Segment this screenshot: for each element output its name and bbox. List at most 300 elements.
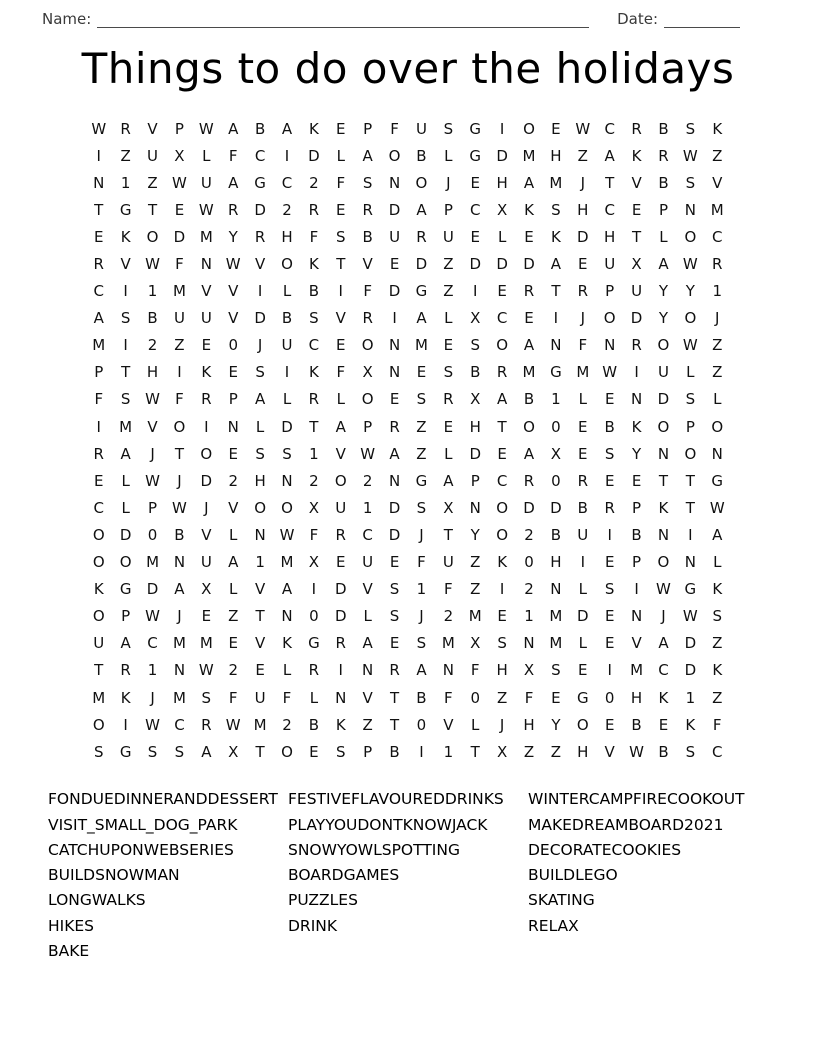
grid-cell: L [578,390,587,409]
word-item: BUILDSNOWMAN [48,866,180,885]
grid-cell: B [174,525,185,544]
grid-cell: Y [658,282,669,301]
grid-wrapper [0,115,816,765]
grid-cell: R [335,634,346,653]
grid-cell: V [631,173,642,192]
grid-cell: E [336,553,346,572]
grid-cell: J [419,525,424,544]
grid-cell: W [145,390,160,409]
grid-cell: H [496,661,508,680]
grid-cell: W [279,525,295,544]
grid-cell: Y [470,525,480,544]
grid-cell: D [630,309,643,328]
grid-cell: V [228,498,239,517]
date-label: Date: [617,10,658,28]
grid-cell: A [389,444,400,463]
grid-cell: O [92,715,105,734]
grid-cell: O [361,336,374,355]
grid-cell: I [553,309,559,328]
grid-cell: N [388,336,401,355]
grid-cell: E [201,607,212,626]
grid-cell: U [389,227,401,246]
grid-cell: X [470,634,481,653]
grid-cell: L [121,471,130,490]
grid-cell: V [631,634,642,653]
grid-cell: X [496,742,508,761]
grid-cell: J [177,607,182,626]
grid-cell: N [657,444,670,463]
grid-cell: G [119,200,132,219]
grid-cell: H [469,417,481,436]
grid-cell: G [415,471,428,490]
grid-cell: B [631,525,642,544]
grid-cell: I [123,336,128,355]
grid-cell: D [496,255,508,274]
grid-cell: M [441,634,455,653]
grid-cell: 1 [362,498,373,517]
grid-cell: C [496,309,508,328]
grid-cell: Z [523,742,535,761]
grid-cell: R [712,255,723,274]
grid-cell: I [284,363,290,382]
grid-cell: G [576,688,589,707]
grid-cell: Z [443,282,454,301]
grid-cell: E [551,119,561,138]
grid-cell: P [228,390,238,409]
grid-cell: A [335,417,346,436]
grid-cell: I [338,282,343,301]
grid-cell: W [682,607,698,626]
word-item: HIKES [48,916,95,935]
grid-cell: J [150,688,155,707]
grid-cell: B [308,282,320,301]
grid-cell: N [200,255,212,274]
grid-cell: K [120,227,131,246]
grid-cell: E [604,607,615,626]
grid-cell: R [631,336,642,355]
grid-cell: I [311,580,317,599]
grid-cell: F [470,661,480,680]
grid-cell: H [550,553,562,572]
grid-cell: E [389,634,400,653]
grid-cell: L [336,390,345,409]
grid-cell: N [684,553,696,572]
grid-cell: B [631,715,642,734]
grid-cell: W [91,119,107,138]
grid-row [85,711,730,738]
grid-cell: W [682,255,698,274]
grid-cell: B [470,363,481,382]
grid-cell: V [120,255,131,274]
word-list-column [528,787,768,964]
word-item: LONGWALKS [48,891,146,910]
grid-cell: V [201,525,212,544]
grid-cell: H [523,715,535,734]
grid-cell: U [93,634,105,653]
grid-cell: 1 [443,742,454,761]
grid-cell: K [658,688,669,707]
grid-cell: U [173,309,185,328]
grid-cell: F [309,227,319,246]
grid-cell: N [550,336,562,355]
grid-cell: E [174,200,185,219]
grid-row [85,467,730,494]
grid-cell: G [711,471,724,490]
grid-cell: K [120,688,131,707]
grid-cell: K [550,227,561,246]
grid-cell: P [363,742,373,761]
grid-cell: E [416,363,427,382]
grid-cell: L [229,525,238,544]
grid-cell: T [605,173,615,192]
grid-cell: L [578,580,587,599]
grid-cell: U [442,227,454,246]
grid-cell: N [388,363,401,382]
grid-cell: T [658,471,669,490]
grid-cell: K [308,363,319,382]
grid-cell: D [523,255,535,274]
word-item: WINTERCAMPFIRECOOKOUT [528,790,745,809]
grid-cell: T [497,417,507,436]
grid-cell: S [309,309,319,328]
grid-cell: S [712,607,722,626]
grid-cell: J [499,715,505,734]
grid-cell: H [577,742,589,761]
grid-cell: S [255,444,265,463]
grid-cell: A [416,661,427,680]
grid-cell: 2 [309,471,319,490]
grid-cell: S [362,173,373,192]
grid-cell: R [362,309,373,328]
grid-cell: 2 [282,200,292,219]
grid-cell: D [388,282,401,301]
grid-cell: N [173,553,186,572]
grid-cell: M [199,227,213,246]
grid-cell: 0 [604,688,615,707]
grid-cell: R [523,282,535,301]
grid-cell: L [336,146,345,165]
grid-cell: Z [416,417,427,436]
grid-row [85,494,730,521]
grid-cell: S [201,688,212,707]
grid-cell: M [468,607,482,626]
grid-cell: 1 [685,688,696,707]
grid-cell: N [93,173,105,192]
grid-cell: M [146,553,160,572]
grid-cell: J [257,336,263,355]
grid-cell: R [362,200,373,219]
grid-cell: Z [228,607,239,626]
grid-cell: Z [470,580,481,599]
grid-cell: N [523,634,535,653]
grid-cell: B [577,498,588,517]
grid-cell: P [121,607,131,626]
grid-cell: V [254,255,266,274]
grid-cell: L [202,146,211,165]
grid-cell: A [174,580,185,599]
grid-cell: F [336,363,346,382]
grid-cell: R [523,471,535,490]
grid-cell: L [686,363,695,382]
grid-cell: K [201,363,212,382]
grid-cell: H [630,688,643,707]
grid-cell: L [659,227,668,246]
grid-cell: 1 [120,173,131,192]
grid-cell: X [308,553,320,572]
grid-cell: W [629,742,644,761]
grid-cell: T [389,715,400,734]
grid-cell: 0 [524,553,534,572]
grid-row [85,521,730,548]
grid-cell: F [336,173,346,192]
grid-cell: P [470,471,480,490]
grid-cell: Z [443,255,454,274]
grid-cell: B [550,525,562,544]
grid-cell: W [145,715,160,734]
grid-cell: I [338,661,343,680]
grid-cell: E [658,715,669,734]
grid-cell: F [228,146,238,165]
grid-row [85,413,730,440]
grid-cell: M [280,553,294,572]
grid-row [85,386,730,413]
grid-cell: 2 [228,661,238,680]
grid-cell: U [577,525,589,544]
grid-cell: E [497,444,507,463]
grid-cell: H [496,173,508,192]
grid-cell: O [496,498,509,517]
grid-cell: Z [416,444,427,463]
grid-cell: 2 [443,607,454,626]
grid-cell: E [578,444,588,463]
grid-cell: V [228,282,239,301]
grid-cell: G [119,742,132,761]
grid-cell: F [444,688,453,707]
word-item: RELAX [528,916,579,935]
grid-cell: C [604,200,615,219]
grid-cell: P [632,498,642,517]
grid-cell: P [658,200,668,219]
grid-cell: S [470,336,480,355]
grid-cell: P [94,363,104,382]
grid-cell: E [336,336,346,355]
grid-cell: D [577,227,589,246]
grid-cell: R [389,661,400,680]
grid-cell: S [685,742,696,761]
word-item: SNOWYOWLSPOTTING [288,840,460,859]
grid-cell: T [685,498,695,517]
grid-cell: V [335,309,346,328]
grid-cell: B [658,119,669,138]
grid-cell: U [281,336,293,355]
grid-cell: C [254,146,266,165]
grid-cell: F [578,336,588,355]
grid-cell: K [524,200,534,219]
grid-cell: 1 [712,282,723,301]
grid-cell: D [200,471,213,490]
grid-row [85,359,730,386]
grid-cell: M [522,146,536,165]
page-title: Things to do over the holidays [81,44,735,93]
grid-cell: F [282,688,292,707]
grid-cell: T [94,661,104,680]
grid-cell: O [496,525,509,544]
grid-row [85,738,730,765]
header [0,0,816,28]
grid-cell: K [93,580,104,599]
grid-cell: I [634,580,639,599]
date-blank-line [664,12,740,28]
grid-row [85,332,730,359]
grid-cell: G [469,119,482,138]
grid-cell: C [604,119,615,138]
grid-cell: G [550,363,562,382]
grid-cell: U [254,688,266,707]
grid-cell: K [282,634,292,653]
grid-cell: 0 [551,417,561,436]
grid-cell: H [604,227,616,246]
grid-cell: A [281,580,293,599]
grid-cell: G [415,282,428,301]
grid-cell: Z [120,146,131,165]
grid-cell: R [389,417,400,436]
grid-cell: F [363,282,372,301]
grid-row [85,250,730,277]
word-item: PLAYYOUDONTKNOWJACK [288,815,488,834]
grid-cell: O [657,553,670,572]
grid-cell: Y [228,227,238,246]
grid-cell: R [443,390,454,409]
grid-cell: G [469,146,482,165]
grid-cell: E [604,390,615,409]
grid-cell: R [577,471,588,490]
grid-cell: W [602,363,618,382]
grid-cell: J [446,173,451,192]
grid-cell: O [523,119,535,138]
grid-cell: R [120,661,131,680]
grid-cell: X [443,498,454,517]
grid-cell: B [308,715,320,734]
grid-cell: V [362,255,373,274]
grid-cell: D [254,309,266,328]
grid-cell: I [177,363,182,382]
grid-cell: E [497,282,507,301]
grid-cell: Y [658,309,669,328]
grid-cell: R [120,119,131,138]
grid-cell: E [309,742,319,761]
grid-cell: W [225,715,241,734]
grid-cell: R [308,200,320,219]
grid-cell: M [119,417,133,436]
grid-cell: V [147,119,158,138]
grid-cell: E [551,688,561,707]
grid-cell: O [684,227,697,246]
grid-cell: E [578,661,588,680]
grid-cell: E [631,200,642,219]
grid-cell: D [388,498,401,517]
grid-cell: M [253,715,267,734]
grid-cell: H [146,363,159,382]
grid-row [85,657,730,684]
grid-cell: D [119,525,132,544]
grid-cell: H [550,146,562,165]
grid-cell: O [254,498,266,517]
grid-cell: M [92,336,106,355]
grid-cell: B [147,309,158,328]
word-item: CATCHUPONWEBSERIES [48,840,234,859]
grid-cell: 1 [309,444,319,463]
grid-cell: A [523,444,535,463]
grid-cell: E [228,444,238,463]
grid-cell: K [712,119,723,138]
grid-cell: V [254,634,266,653]
grid-cell: D [684,661,697,680]
grid-cell: M [630,661,644,680]
grid-cell: G [254,173,266,192]
grid-cell: Z [362,715,373,734]
grid-cell: T [174,444,185,463]
grid-cell: J [661,607,666,626]
grid-cell: S [551,661,561,680]
grid-cell: A [496,390,508,409]
grid-cell: E [604,634,615,653]
grid-cell: S [120,390,131,409]
grid-cell: A [362,146,373,165]
grid-cell: S [336,227,346,246]
grid-cell: A [228,173,239,192]
word-item: BOARDGAMES [288,866,400,885]
grid-cell: I [257,282,263,301]
grid-cell: 0 [470,688,480,707]
grid-cell: R [631,119,642,138]
word-item: MAKEDREAMBOARD2021 [528,815,724,834]
grid-cell: U [415,119,427,138]
word-list-column [48,787,288,964]
grid-cell: F [309,525,319,544]
grid-cell: O [684,444,697,463]
grid-cell: O [657,417,670,436]
grid-cell: T [255,607,265,626]
grid-cell: G [119,580,132,599]
grid-cell: L [444,444,453,463]
grid-cell: I [204,417,209,436]
grid-cell: U [362,553,374,572]
word-list-column [288,787,528,964]
grid-cell: N [388,173,401,192]
grid-cell: I [634,363,639,382]
grid-cell: T [470,742,480,761]
grid-cell: U [442,553,454,572]
grid-cell: 1 [147,661,158,680]
grid-cell: A [201,742,212,761]
grid-cell: K [712,661,723,680]
grid-cell: S [336,742,346,761]
grid-cell: E [578,255,588,274]
grid-cell: Z [712,336,723,355]
grid-cell: D [281,417,293,436]
grid-cell: C [93,282,104,301]
grid-cell: U [335,498,347,517]
grid-cell: F [175,390,184,409]
grid-cell: K [658,498,669,517]
grid-cell: F [417,553,426,572]
grid-cell: D [496,146,508,165]
grid-cell: L [578,634,587,653]
grid-cell: E [631,471,642,490]
grid-cell: X [174,146,185,165]
grid-cell: 1 [551,390,561,409]
grid-cell: O [523,417,535,436]
